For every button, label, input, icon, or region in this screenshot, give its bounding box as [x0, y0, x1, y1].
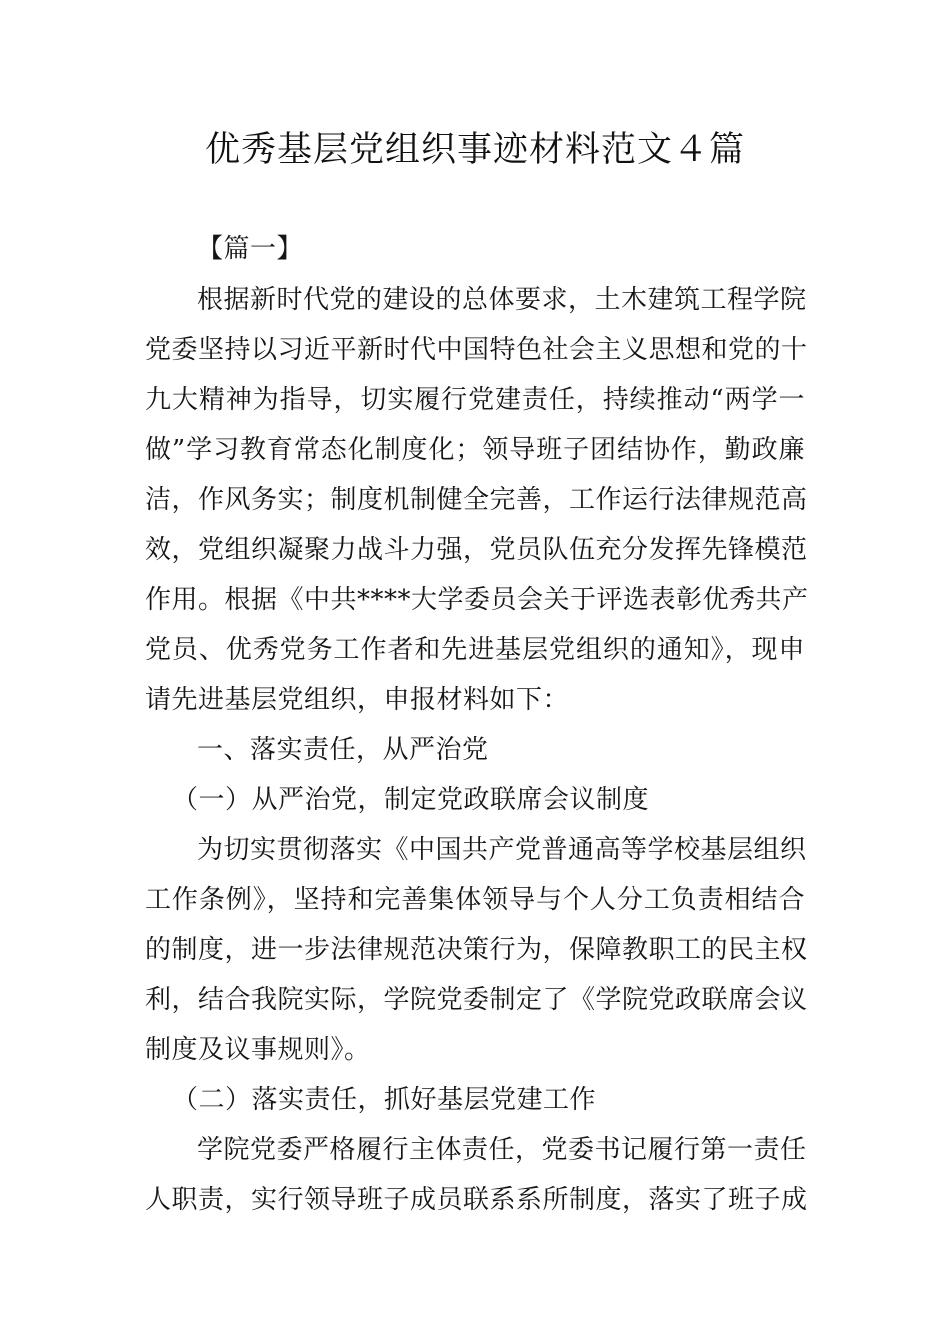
paragraph-line: 为切实贯彻落实《中国共产党普通高等学校基层组织 [197, 835, 807, 865]
subheading-1: （一）从严治党，制定党政联席会议制度 [172, 785, 650, 815]
paragraph-line: 党员、优秀党务工作者和先进基层党组织的通知》，现申 [145, 635, 805, 665]
subheading-2: （二）落实责任，抓好基层党建工作 [172, 1085, 597, 1115]
paragraph-line: 效，党组织凝聚力战斗力强，党员队伍充分发挥先锋模范 [145, 535, 808, 565]
paragraph-line: 洁，作风务实；制度机制健全完善，工作运行法律规范高 [145, 485, 808, 515]
paragraph-line: 人职责，实行领导班子成员联系系所制度，落实了班子成 [145, 1185, 808, 1215]
paragraph-line: 党委坚持以习近平新时代中国特色社会主义思想和党的十 [145, 335, 808, 365]
paragraph-line: 作用。根据《中共****大学委员会关于评选表彰优秀共产 [145, 585, 809, 615]
paragraph-line: 根据新时代党的建设的总体要求，土木建筑工程学院 [197, 285, 807, 315]
paragraph-line: 工作条例》，坚持和完善集体领导与个人分工负责相结合 [145, 885, 805, 915]
document-title: 优秀基层党组织事迹材料范文４篇 [204, 130, 745, 170]
paragraph-line: 做”学习教育常态化制度化；领导班子团结协作，勤政廉 [145, 435, 805, 465]
section-label: 【篇一】 [197, 234, 304, 264]
paragraph-line: 请先进基层党组织，申报材料如下： [145, 685, 570, 715]
paragraph-line: 九大精神为指导，切实履行党建责任，持续推动“两学一 [145, 385, 805, 415]
paragraph-line: 利，结合我院实际，学院党委制定了《学院党政联席会议 [145, 985, 808, 1015]
paragraph-line: 学院党委严格履行主体责任，党委书记履行第一责任 [197, 1135, 807, 1165]
heading-1: 一、落实责任，从严治党 [197, 735, 489, 765]
paragraph-line: 的制度，进一步法律规范决策行为，保障教职工的民主权 [145, 935, 808, 965]
paragraph-line: 制度及议事规则》。 [145, 1035, 371, 1065]
